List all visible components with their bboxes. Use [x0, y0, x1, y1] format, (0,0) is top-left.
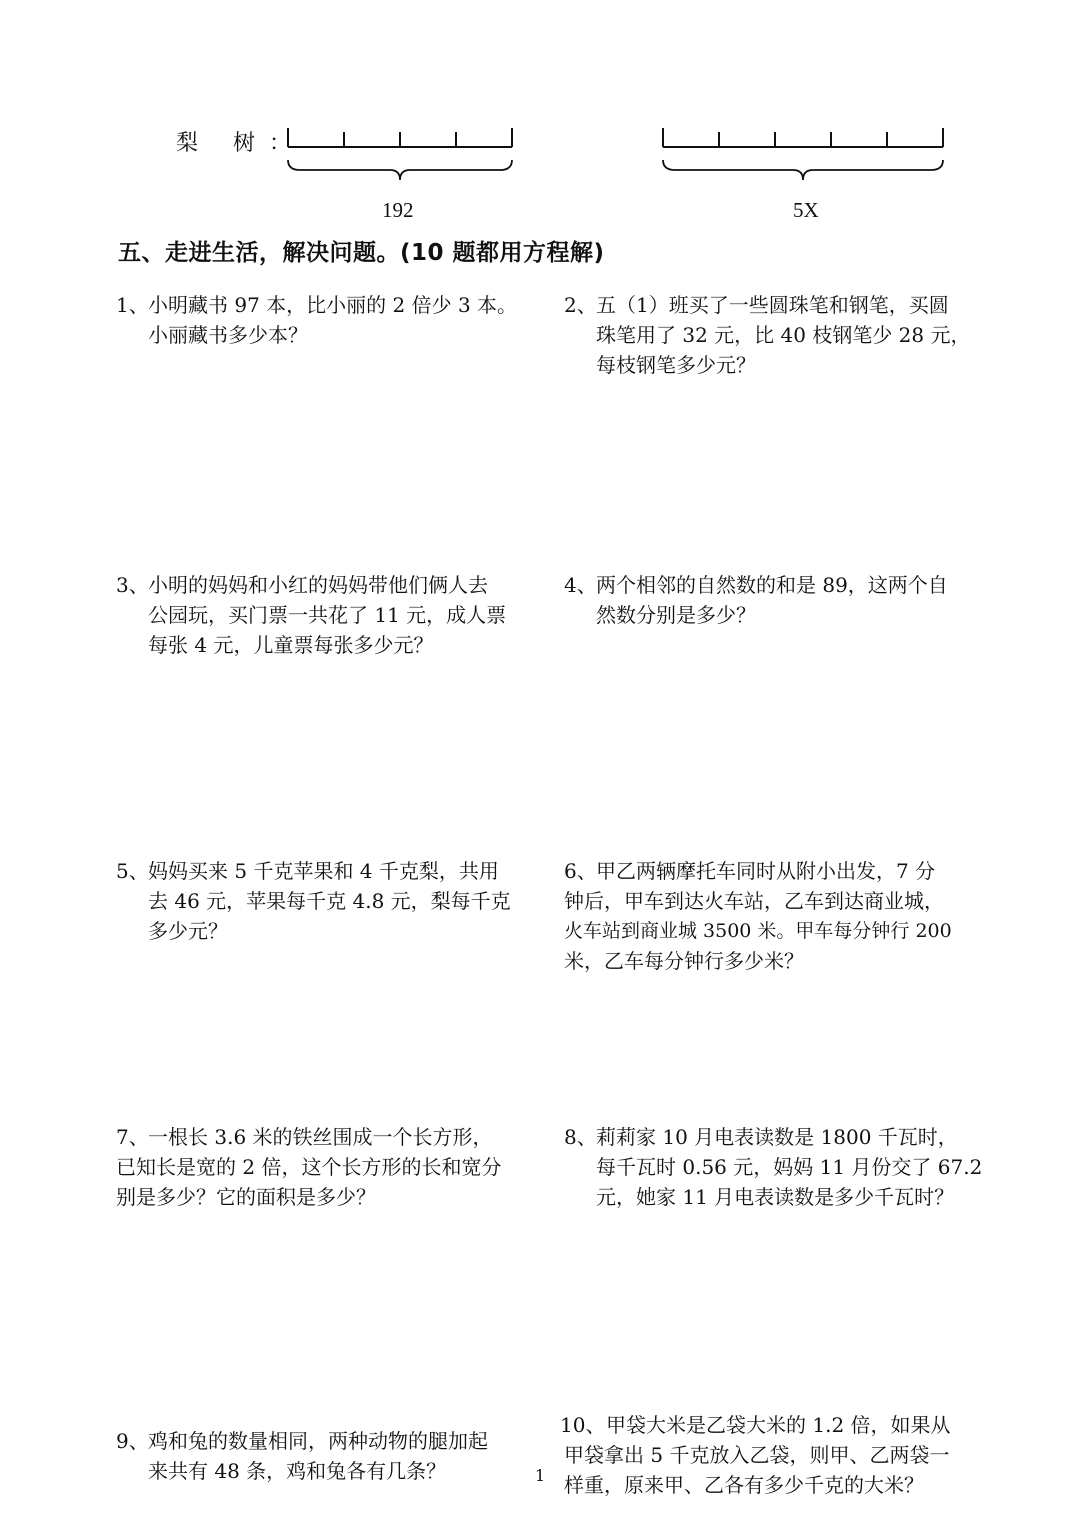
problem-line: 火车站到商业城 3500 米。甲车每分钟行 200 [564, 920, 952, 942]
segment-diagram [0, 0, 1087, 200]
problem-5 [116, 856, 511, 946]
right-brace [663, 160, 943, 180]
problem-number: 2、 [564, 293, 597, 317]
problem-8 [564, 1122, 982, 1212]
problem-line: 已知长是宽的 2 倍，这个长方形的长和宽分 [116, 1155, 502, 1179]
problem-number: 10、 [560, 1413, 606, 1437]
problem-number: 5、 [116, 859, 149, 883]
right-total-label: 5X [793, 198, 819, 222]
problem-number: 7、 [116, 1125, 149, 1149]
problem-10 [560, 1410, 951, 1500]
problem-number: 3、 [116, 573, 149, 597]
problem-line: 小明藏书 97 本，比小丽的 2 倍少 3 本。 [148, 293, 518, 317]
problem-1 [116, 290, 517, 350]
problem-number: 9、 [116, 1429, 149, 1453]
problem-line: 小丽藏书多少本？ [148, 323, 308, 347]
problem-line: 元，她家 11 月电表读数是多少千瓦时？ [596, 1185, 955, 1209]
problem-line: 莉莉家 10 月电表读数是 1800 千瓦时， [596, 1125, 958, 1149]
problem-7 [116, 1122, 501, 1212]
problem-9 [116, 1426, 488, 1486]
problem-number: 1、 [116, 293, 149, 317]
diagram-row-label: 梨 树： [176, 131, 305, 156]
problem-line: 珠笔用了 32 元，比 40 枝钢笔少 28 元， [596, 323, 971, 347]
problem-line: 钟后，甲车到达火车站，乙车到达商业城， [564, 889, 944, 913]
section-title: 五、走进生活，解决问题。(10 题都用方程解) [118, 240, 605, 266]
problem-number: 6、 [564, 859, 597, 883]
left-total-label: 192 [382, 198, 414, 222]
problem-line: 妈妈买来 5 千克苹果和 4 千克梨，共用 [148, 859, 499, 883]
problem-line: 鸡和兔的数量相同，两种动物的腿加起 [148, 1429, 488, 1453]
right-segment-bar [663, 128, 943, 147]
problem-line: 甲乙两辆摩托车同时从附小出发，7 分 [596, 859, 936, 883]
problem-line: 公园玩，买门票一共花了 11 元，成人票 [148, 603, 507, 627]
page-number: 1 [535, 1466, 546, 1485]
left-brace [288, 160, 512, 180]
problem-line: 样重，原来甲、乙各有多少千克的大米？ [564, 1473, 924, 1497]
problem-line: 每枝钢笔多少元？ [596, 353, 756, 377]
problem-line: 来共有 48 条，鸡和兔各有几条？ [148, 1459, 447, 1483]
problem-3 [116, 570, 506, 660]
problem-line: 一根长 3.6 米的铁丝围成一个长方形， [148, 1125, 493, 1149]
problem-number: 4、 [564, 573, 597, 597]
problem-4 [564, 570, 948, 630]
problem-line: 然数分别是多少？ [596, 603, 756, 627]
problem-6 [564, 856, 952, 976]
problem-line: 小明的妈妈和小红的妈妈带他们俩人去 [148, 573, 488, 597]
problem-number: 8、 [564, 1125, 597, 1149]
problem-line: 五（1）班买了一些圆珠笔和钢笔，买圆 [596, 293, 949, 317]
problem-line: 别是多少？它的面积是多少？ [116, 1185, 376, 1209]
problem-line: 每千瓦时 0.56 元，妈妈 11 月份交了 67.2 [596, 1155, 983, 1179]
problem-2 [564, 290, 971, 380]
problem-line: 每张 4 元，儿童票每张多少元？ [148, 633, 434, 657]
problem-line: 多少元？ [148, 919, 228, 943]
problem-line: 甲袋拿出 5 千克放入乙袋，则甲、乙两袋一 [564, 1443, 950, 1467]
problem-line: 两个相邻的自然数的和是 89，这两个自 [596, 573, 948, 597]
left-segment-bar [288, 128, 512, 147]
problem-line: 米，乙车每分钟行多少米？ [564, 949, 804, 973]
problem-line: 甲袋大米是乙袋大米的 1.2 倍，如果从 [606, 1413, 951, 1437]
problem-line: 去 46 元，苹果每千克 4.8 元，梨每千克 [148, 889, 511, 913]
